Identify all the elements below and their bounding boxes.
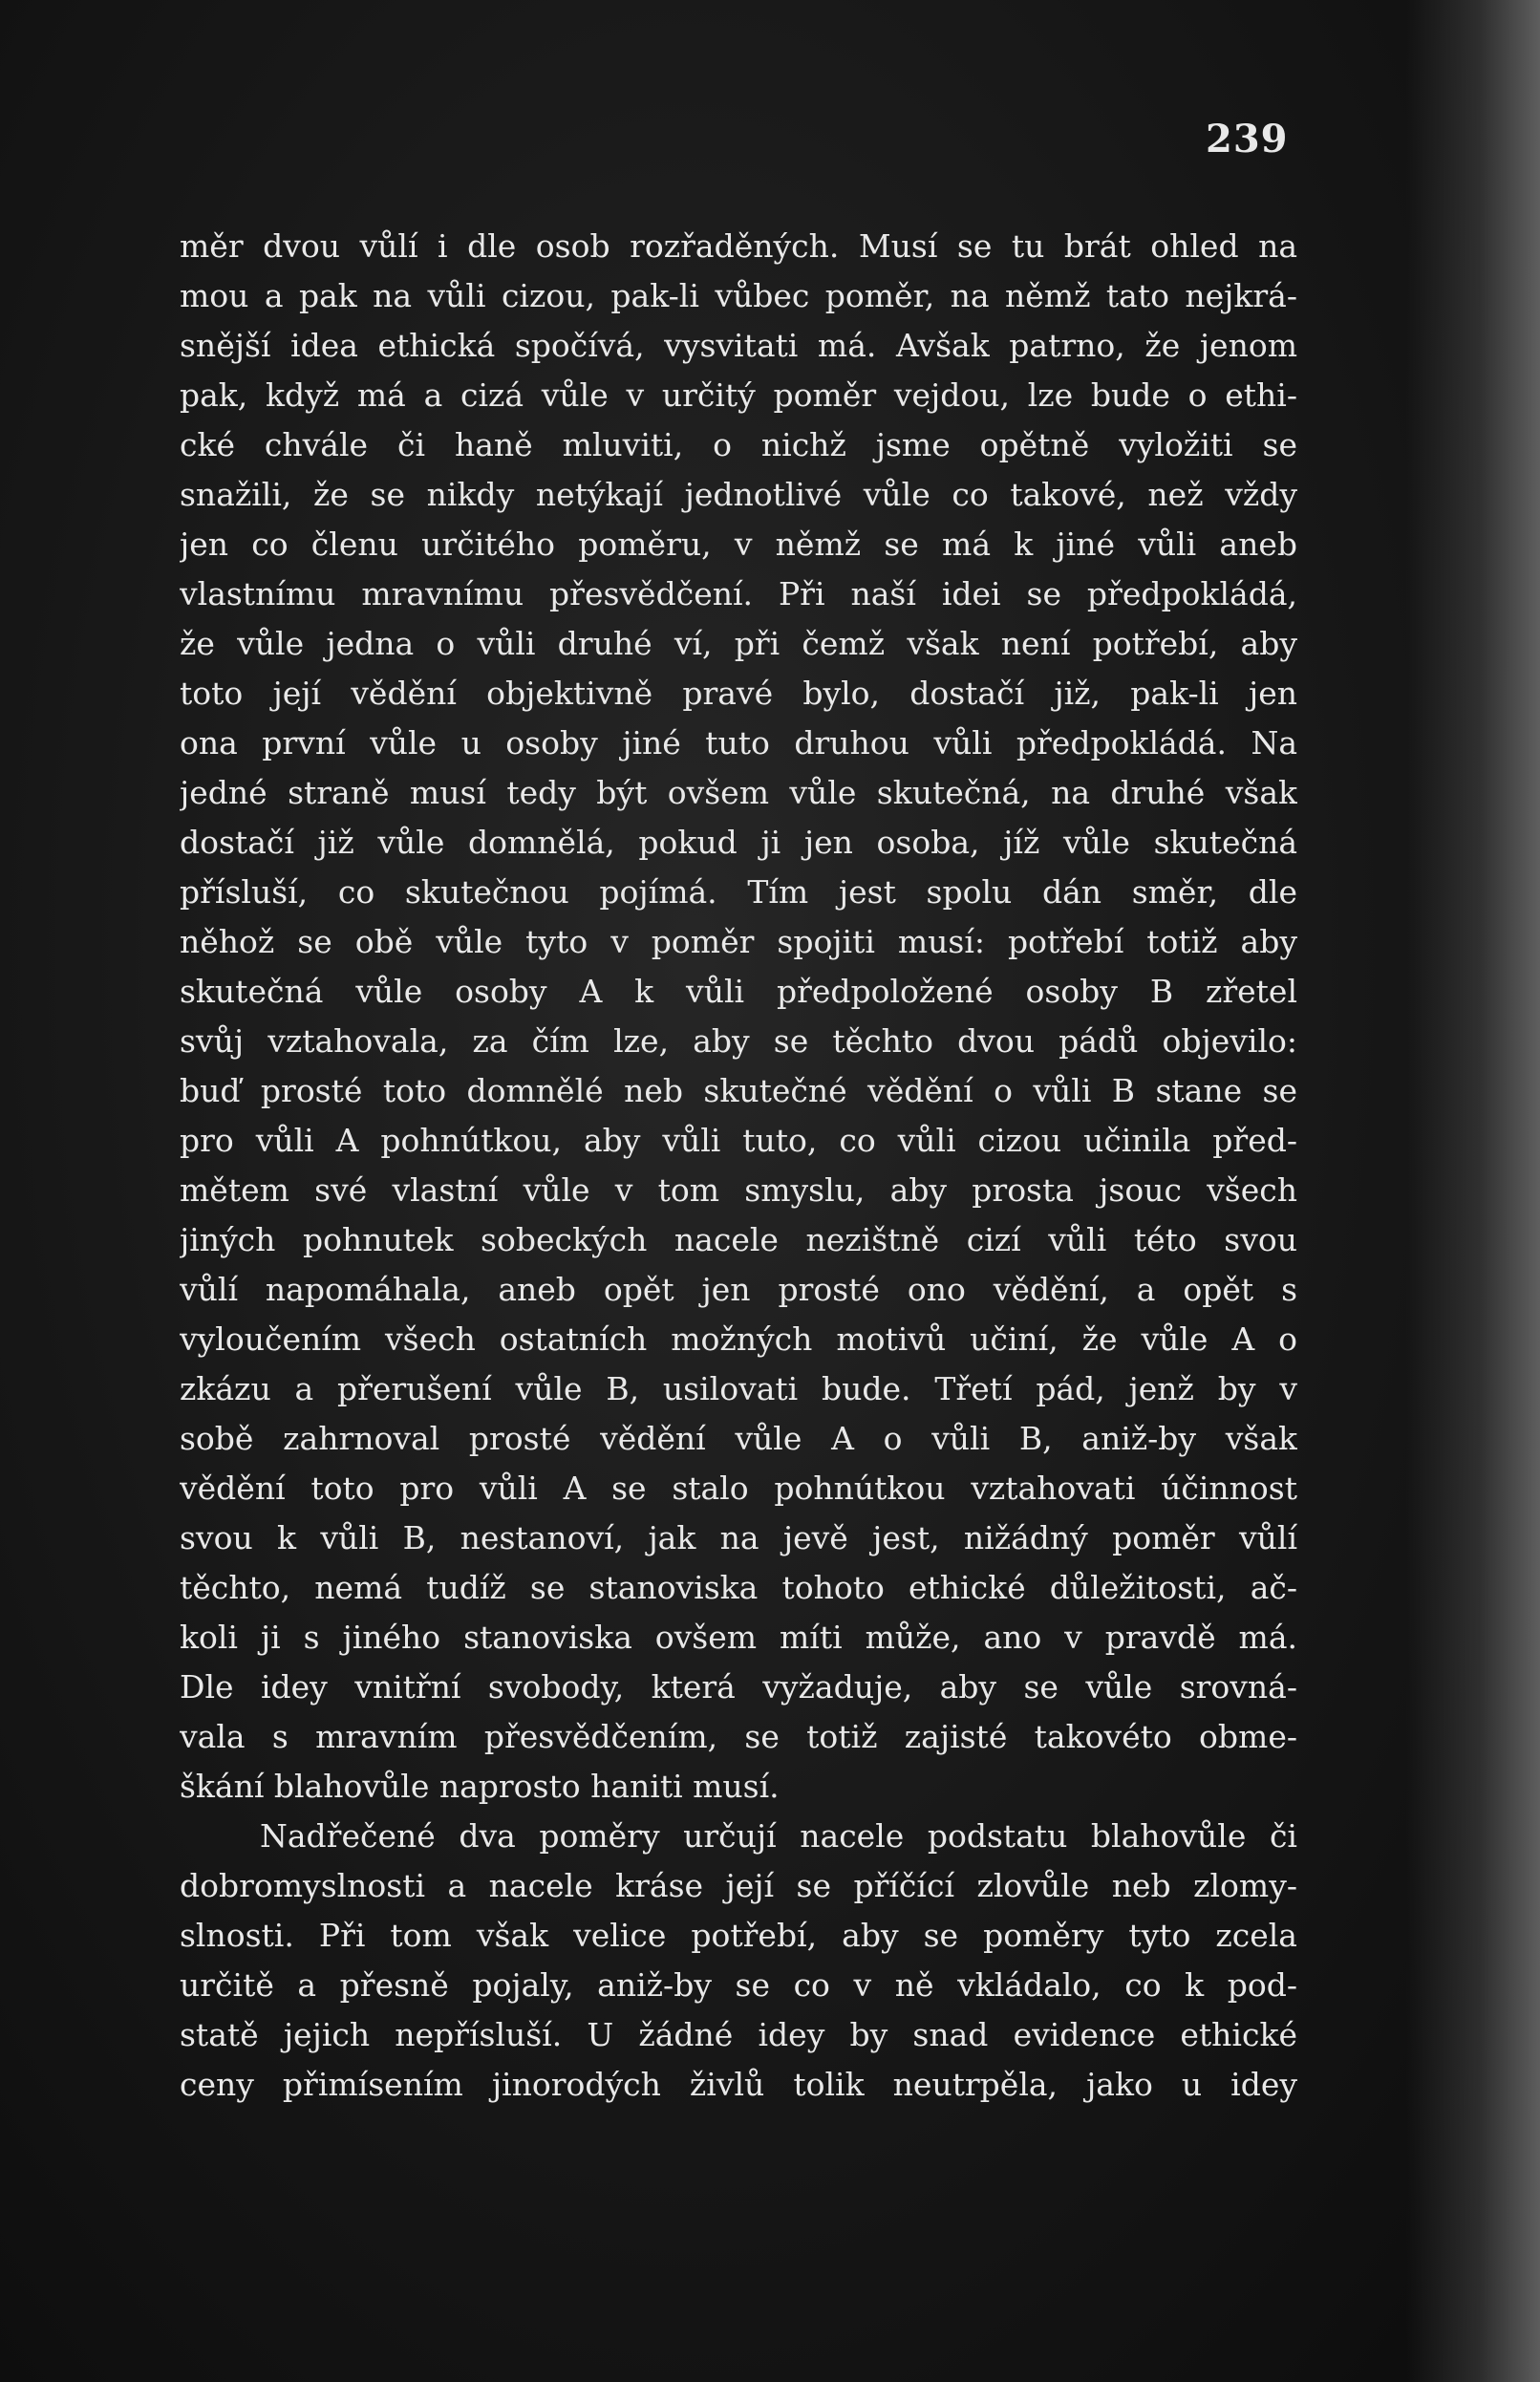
- text-line: snažili, že se nikdy netýkají jednotlivé vůle co takové, než vždy: [180, 476, 1297, 513]
- text-line: jedné straně musí tedy být ovšem vůle skutečná, na druhé však: [180, 774, 1297, 811]
- text-line: buď prosté toto domnělé neb skutečné vědění o vůli B stane se: [180, 1072, 1297, 1109]
- paragraph-2: [180, 1812, 1297, 2110]
- text-line: snější idea ethická spočívá, vysvitati má. Avšak patrno, že jenom: [180, 327, 1297, 364]
- text-line: svou k vůli B, nestanoví, jak na jevě jest, nižádný poměr vůlí: [180, 1519, 1297, 1556]
- text-line: Nadřečené dva poměry určují nacele podstatu blahovůle či: [260, 1817, 1297, 1855]
- body-text: [180, 222, 1297, 2110]
- text-line: dostačí již vůle domnělá, pokud ji jen osoba, jíž vůle skutečná: [180, 824, 1297, 861]
- text-line: dobromyslnosti a nacele kráse její se příčící zlovůle neb zlomy-: [180, 1867, 1297, 1904]
- text-line: určitě a přesně pojaly, aniž-by se co v ně vkládalo, co k pod-: [180, 1966, 1297, 2004]
- text-line: Dle idey vnitřní svobody, která vyžaduje, aby se vůle srovná-: [180, 1668, 1297, 1706]
- text-line: vlastnímu mravnímu přesvědčení. Při naší idei se předpokládá,: [180, 575, 1297, 612]
- text-line: vala s mravním přesvědčením, se totiž zajisté takovéto obme-: [180, 1718, 1297, 1755]
- text-line: mětem své vlastní vůle v tom smyslu, aby prosta jsouc všech: [180, 1171, 1297, 1209]
- text-line: slnosti. Při tom však velice potřebí, aby se poměry tyto zcela: [180, 1917, 1297, 1954]
- page-edge-shadow: [1406, 0, 1540, 2382]
- text-line: mou a pak na vůli cizou, pak-li vůbec poměr, na němž tato nejkrá-: [180, 277, 1297, 314]
- text-line: měr dvou vůlí i dle osob rozřaděných. Musí se tu brát ohled na: [180, 227, 1297, 265]
- text-line: svůj vztahovala, za čím lze, aby se těchto dvou pádů objevilo:: [180, 1022, 1297, 1060]
- text-line: těchto, nemá tudíž se stanoviska tohoto ethické důležitosti, ač-: [180, 1569, 1297, 1606]
- text-line: koli ji s jiného stanoviska ovšem míti může, ano v pravdě má.: [180, 1619, 1297, 1656]
- text-line: pak, když má a cizá vůle v určitý poměr vejdou, lze bude o ethi-: [180, 376, 1297, 414]
- text-line: vůlí napomáhala, aneb opět jen prosté ono vědění, a opět s: [180, 1271, 1297, 1308]
- text-line: ona první vůle u osoby jiné tuto druhou vůli předpokládá. Na: [180, 724, 1297, 762]
- text-line: pro vůli A pohnútkou, aby vůli tuto, co vůli cizou učinila před-: [180, 1122, 1297, 1159]
- text-line: jen co členu určitého poměru, v němž se má k jiné vůli aneb: [180, 526, 1297, 563]
- text-line: sobě zahrnoval prosté vědění vůle A o vůli B, aniž-by však: [180, 1420, 1297, 1457]
- text-line: že vůle jedna o vůli druhé ví, při čemž však není potřebí, aby: [180, 625, 1297, 662]
- paragraph-1: [180, 222, 1297, 1812]
- text-line: vědění toto pro vůli A se stalo pohnútkou vztahovati účinnost: [180, 1470, 1297, 1507]
- text-line: jiných pohnutek sobeckých nacele nezištně cizí vůli této svou: [180, 1221, 1297, 1258]
- text-line: ceny přimísením jinorodých živlů tolik neutrpěla, jako u idey: [180, 2066, 1297, 2103]
- text-line: škání blahovůle naprosto haniti musí.: [180, 1768, 780, 1805]
- text-line: skutečná vůle osoby A k vůli předpoložené osoby B zřetel: [180, 973, 1297, 1010]
- page-number: 239: [1206, 117, 1289, 161]
- text-line: zkázu a přerušení vůle B, usilovati bude. Třetí pád, jenž by v: [180, 1370, 1297, 1407]
- text-line: toto její vědění objektivně pravé bylo, dostačí již, pak-li jen: [180, 675, 1297, 712]
- text-line: statě jejich nepřísluší. U žádné idey by snad evidence ethické: [180, 2016, 1297, 2053]
- text-line: něhož se obě vůle tyto v poměr spojiti musí: potřebí totiž aby: [180, 923, 1297, 960]
- text-line: vyloučením všech ostatních možných motivů učiní, že vůle A o: [180, 1320, 1297, 1358]
- text-line: cké chvále či haně mluviti, o nichž jsme opětně vyložiti se: [180, 426, 1297, 463]
- text-line: přísluší, co skutečnou pojímá. Tím jest spolu dán směr, dle: [180, 873, 1297, 911]
